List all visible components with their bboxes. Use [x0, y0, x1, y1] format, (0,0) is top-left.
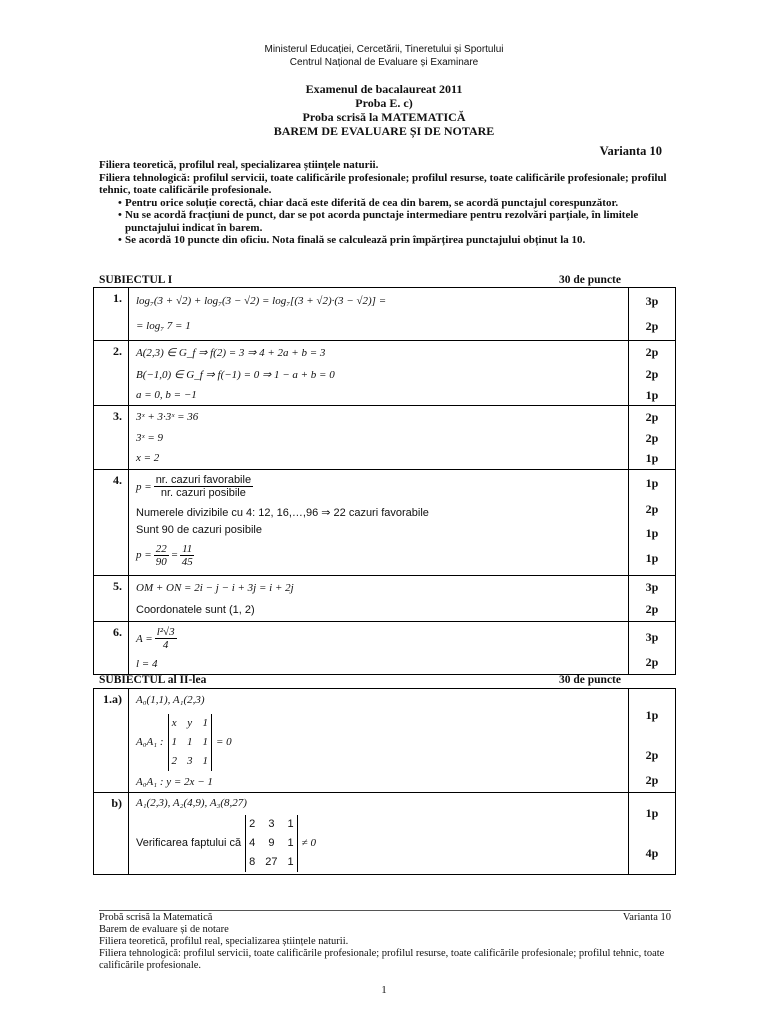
item-solution: [129, 576, 629, 622]
formula-text: p =: [136, 549, 152, 561]
solution-line: = log₇ 7 = 1: [136, 320, 191, 332]
points-value: 1p: [645, 387, 659, 402]
formula-text: A₀A₁ :: [136, 736, 164, 748]
matrix-cell: 1: [202, 754, 208, 767]
matrix-cell: 1: [202, 735, 208, 748]
formula-text: A =: [136, 632, 153, 645]
item-points: [629, 622, 676, 675]
table-row: [94, 689, 676, 793]
exam-proba: Proba E. c): [355, 96, 413, 110]
solution-line: A₁(2,3), A₂(4,9), A₃(8,27): [136, 797, 247, 809]
solution-line: A₀(1,1), A₁(2,3): [136, 694, 205, 706]
formula-text: ≠ 0: [301, 837, 316, 849]
item-solution: [129, 406, 629, 470]
points-value: 2p: [645, 655, 659, 669]
points-value: 3p: [645, 293, 659, 308]
solution-line: [129, 711, 628, 773]
fraction: [180, 543, 194, 568]
table-row: [94, 406, 676, 470]
subiect2-heading: [99, 674, 621, 686]
barem-title: BAREM DE EVALUARE ȘI DE NOTARE: [273, 124, 495, 138]
matrix-cell: x: [171, 716, 177, 729]
points-value: 2p: [645, 502, 659, 516]
item-number: 3.: [94, 406, 129, 470]
table-row: [94, 622, 676, 675]
exam-title: Examenul de bacalaureat 2011: [305, 82, 463, 96]
subiect2-table: [93, 688, 676, 875]
item-points: [629, 689, 676, 793]
solution-line: [129, 813, 628, 873]
fraction: [154, 474, 253, 499]
solution-line: [129, 538, 628, 572]
table-row: [94, 470, 676, 576]
grading-notes: [99, 197, 674, 247]
item-solution: [129, 470, 629, 576]
formula-text: = 0: [216, 736, 232, 748]
points-value: 3p: [645, 580, 659, 594]
fraction-denominator: 45: [181, 555, 193, 568]
matrix-cell: 1: [187, 735, 193, 748]
item-solution: [129, 689, 629, 793]
fraction: [154, 543, 169, 568]
footer-filiera-tehnologica: Filiera tehnologică: profilul servicii, toate calificările profesionale; profilul resurse, toate calificările profesionale; profilul tehnic, toate calificările profesionale.: [99, 948, 665, 971]
solution-line: [129, 470, 628, 503]
footer-subject: Probă scrisă la Matematică: [99, 912, 213, 923]
matrix-cell: 4: [249, 836, 256, 849]
item-number: 1.: [94, 288, 129, 341]
matrix-cell: 1: [202, 716, 208, 729]
item-points: [629, 470, 676, 576]
filiera-tehnologica: Filiera tehnologică: profilul servicii, toate calificările profesionale; profilul resurse, toate calificările profesionale; profilul tehnic, toate calificările profesionale.: [99, 171, 667, 196]
matrix-cell: 1: [287, 817, 294, 830]
solution-line: x = 2: [136, 452, 160, 464]
item-solution: [129, 622, 629, 675]
solution-line: Sunt 90 de cazuri posibile: [136, 523, 262, 536]
exam-subject: Proba scrisă la MATEMATICĂ: [302, 110, 466, 124]
solution-line: Coordonatele sunt (1, 2): [136, 603, 255, 616]
points-value: 2p: [645, 409, 659, 424]
footer-filiera-teoretica: Filiera teoretică, profilul real, specializarea științele naturii.: [99, 936, 349, 947]
points-value: 1p: [645, 550, 659, 565]
grading-note: • Nu se acordă fracțiuni de punct, dar se pot acorda punctaje intermediare pentru rezolvări parțiale, în limitele punctajului indicat în barem.: [99, 209, 674, 234]
formula-text: p =: [136, 480, 152, 493]
subiect1-heading: [99, 274, 621, 286]
determinant: [168, 714, 213, 771]
matrix-cell: 8: [249, 855, 256, 868]
points-value: 4p: [645, 845, 659, 860]
solution-line: l = 4: [136, 658, 158, 670]
exam-heading: [0, 82, 768, 138]
page-number: 1: [381, 984, 387, 996]
footer-first-row: [99, 912, 671, 924]
subiect2-points: 30 de puncte: [559, 674, 621, 686]
solution-line: B(−1,0) ∈ G_f ⇒ f(−1) = 0 ⇒ 1 − a + b = 0: [136, 368, 335, 381]
matrix-cell: 1: [287, 836, 294, 849]
solution-line: A(2,3) ∈ G_f ⇒ f(2) = 3 ⇒ 4 + 2a + b = 3: [136, 346, 326, 359]
fraction-denominator: 90: [155, 555, 167, 568]
matrix-cell: 27: [265, 855, 278, 868]
fraction-numerator: l²√3: [156, 626, 175, 638]
item-number: 6.: [94, 622, 129, 675]
fraction-numerator: nr. cazuri favorabile: [155, 474, 252, 486]
solution-line: [129, 622, 628, 655]
table-row: [94, 341, 676, 406]
matrix-cell: y: [187, 716, 193, 729]
table-row: [94, 576, 676, 622]
matrix-cell: 3: [268, 817, 275, 830]
item-solution: [129, 793, 629, 875]
matrix-cell: 9: [268, 836, 275, 849]
evaluation-center: Centrul Național de Evaluare și Examinare: [289, 57, 479, 68]
item-points: [629, 576, 676, 622]
fraction-denominator: 4: [162, 639, 169, 651]
item-solution: [129, 341, 629, 406]
item-solution: [129, 288, 629, 341]
subiect1-title: SUBIECTUL I: [99, 274, 173, 286]
item-points: [629, 793, 676, 875]
matrix-cell: 1: [171, 735, 177, 748]
formula-text: =: [170, 549, 179, 561]
matrix-cell: 2: [171, 754, 177, 767]
determinant: [245, 815, 298, 872]
points-value: 2p: [645, 430, 659, 445]
matrix-cell: 2: [249, 817, 256, 830]
points-value: 2p: [645, 344, 659, 359]
filiera-block: [99, 159, 674, 247]
points-value: 2p: [645, 772, 659, 787]
solution-line: a = 0, b = −1: [136, 389, 197, 401]
points-value: 2p: [645, 366, 659, 381]
points-value: 3p: [645, 629, 659, 644]
table-row: [94, 793, 676, 875]
points-value: 2p: [645, 318, 659, 333]
matrix-cell: 3: [187, 754, 193, 767]
points-value: 1p: [645, 707, 659, 722]
item-points: [629, 288, 676, 341]
solution-line: log₇(3 + √2) + log₇(3 − √2) = log₇[(3 + √2)·(3 − √2)] =: [136, 295, 387, 307]
grading-note: • Pentru orice soluție corectă, chiar dacă este diferită de cea din barem, se acordă punctajul corespunzător.: [99, 197, 674, 210]
item-number: 4.: [94, 470, 129, 576]
solution-line: A₀A₁ : y = 2x − 1: [136, 776, 213, 788]
solution-line: OM + ON = 2i − j − i + 3j = i + 2j: [136, 581, 294, 594]
points-value: 1p: [645, 450, 659, 465]
footer-variant: Varianta 10: [622, 912, 671, 923]
item-points: [629, 341, 676, 406]
item-number: 2.: [94, 341, 129, 406]
page-footer: [99, 910, 671, 972]
subiect1-points: 30 de puncte: [559, 274, 621, 286]
points-value: 1p: [645, 525, 659, 540]
solution-line: 3ˣ + 3·3ˣ = 36: [136, 411, 199, 423]
item-points: [629, 406, 676, 470]
fraction-numerator: 22: [155, 542, 167, 555]
grading-note: • Se acordă 10 puncte din oficiu. Nota finală se calculează prin împărțirea punctajului obținut la 10.: [99, 234, 674, 247]
ministry-name: Ministerul Educației, Cercetării, Tineretului și Sportului: [264, 44, 504, 55]
solution-line: 3ˣ = 9: [136, 432, 164, 444]
item-number: 5.: [94, 576, 129, 622]
points-value: 2p: [645, 602, 659, 616]
points-value: 2p: [645, 747, 659, 762]
formula-text: Verificarea faptului că: [136, 837, 242, 849]
matrix-cell: 1: [287, 855, 294, 868]
points-value: 1p: [645, 475, 659, 490]
fraction-numerator: 11: [182, 542, 193, 555]
solution-line: Numerele divizibile cu 4: 12, 16,…,96 ⇒ 22 cazuri favorabile: [136, 506, 429, 519]
table-row: [94, 288, 676, 341]
footer-barem: Barem de evaluare și de notare: [99, 924, 229, 935]
points-value: 1p: [645, 805, 659, 820]
filiera-teoretica: Filiera teoretică, profilul real, specializarea științele naturii.: [99, 159, 379, 171]
subiect2-title: SUBIECTUL al II-lea: [99, 674, 207, 686]
document-header: [0, 43, 768, 69]
fraction-denominator: nr. cazuri posibile: [160, 487, 246, 499]
item-number: 1.a): [94, 689, 129, 793]
variant-label: Varianta 10: [599, 144, 662, 158]
item-number: b): [94, 793, 129, 875]
subiect1-table: [93, 287, 676, 675]
fraction: [155, 626, 177, 651]
